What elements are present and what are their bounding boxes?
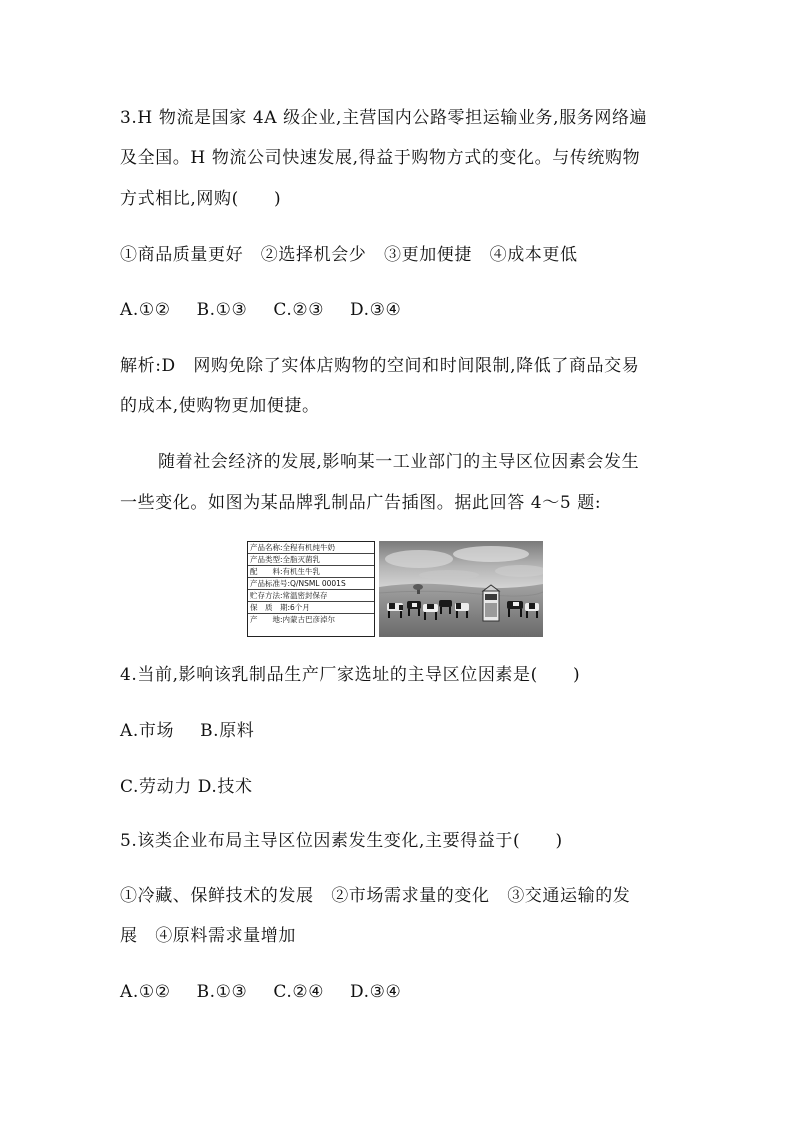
q4-option-a: A.市场 (120, 721, 175, 741)
product-info-row: 产品类型:全脂灭菌乳 (248, 554, 374, 566)
q3-option-d: D.③④ (350, 300, 402, 320)
product-info-row: 产品名称:全程有机纯牛奶 (248, 542, 374, 554)
q4-options-row-1 (120, 721, 280, 741)
q4-options-row-2: C.劳动力 D.技术 (120, 777, 253, 797)
q3-option-a: A.①② (120, 300, 171, 320)
milk-ad-figure (247, 541, 543, 637)
q3-options (120, 300, 427, 320)
q3-analysis-line-1: 解析:D 网购免除了实体店购物的空间和时间限制,降低了商品交易 (120, 356, 640, 376)
q5-stem: 5.该类企业布局主导区位因素发生变化,主要得益于( ) (120, 831, 563, 851)
product-info-row: 配 料:有机生牛乳 (248, 566, 374, 578)
q4-option-b: B.原料 (200, 721, 255, 741)
q3-option-c: C.②③ (273, 300, 325, 320)
product-info-row: 贮存方法:常温密封保存 (248, 590, 374, 602)
q5-option-d: D.③④ (350, 982, 402, 1002)
product-info-row: 产品标准号:Q/NSML 0001S (248, 578, 374, 590)
q3-stem-line-2: 及全国。H 物流公司快速发展,得益于购物方式的变化。与传统购物 (120, 148, 641, 168)
q3-analysis-line-2: 的成本,使购物更加便捷。 (120, 396, 320, 416)
q5-statements-line-1: ①冷藏、保鲜技术的发展 ②市场需求量的变化 ③交通运输的发 (120, 886, 631, 906)
q5-option-a: A.①② (120, 982, 171, 1002)
q3-statements: ①商品质量更好 ②选择机会少 ③更加便捷 ④成本更低 (120, 245, 578, 265)
product-info-row: 保 质 期:6个月 (248, 602, 374, 614)
q4-stem: 4.当前,影响该乳制品生产厂家选址的主导区位因素是( ) (120, 665, 581, 685)
intro-line-2: 一些变化。如图为某品牌乳制品广告插图。据此回答 4～5 题: (120, 493, 602, 513)
q3-option-b: B.①③ (196, 300, 248, 320)
pasture-cows-photo (379, 541, 543, 637)
q5-option-c: C.②④ (273, 982, 325, 1002)
intro-line-1: 随着社会经济的发展,影响某一工业部门的主导区位因素会发生 (158, 452, 640, 472)
q3-stem-line-1: 3.H 物流是国家 4A 级企业,主营国内公路零担运输业务,服务网络遍 (120, 108, 648, 128)
product-info-table (247, 541, 375, 637)
q5-option-b: B.①③ (196, 982, 248, 1002)
q5-options (120, 982, 427, 1002)
q5-statements-line-2: 展 ④原料需求量增加 (120, 926, 296, 946)
q3-stem-line-3: 方式相比,网购( ) (120, 189, 282, 209)
product-info-row: 产 地:内蒙古巴彦淖尔 (250, 615, 336, 625)
